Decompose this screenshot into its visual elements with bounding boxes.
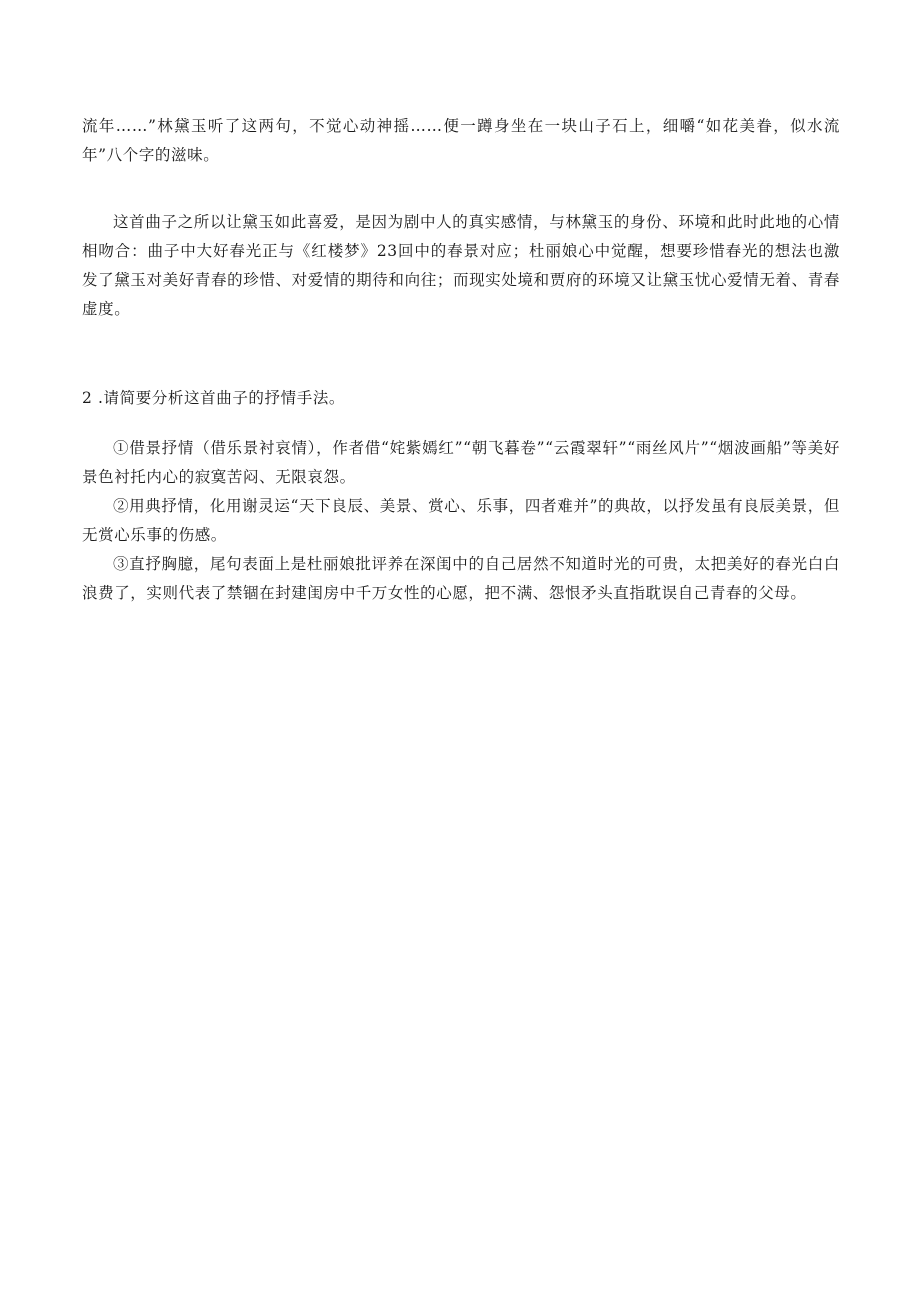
analysis-paragraph: 这首曲子之所以让黛玉如此喜爱，是因为剧中人的真实感情，与林黛玉的身份、环境和此时此地的心情相吻合：曲子中大好春光正与《红楼梦》23回中的春景对应；杜丽娘心中觉醒，想要珍惜春光的想法也激发了黛玉对美好青春的珍惜、对爱情的期待和向往；而现实处境和贾府的环境又让黛玉忧心爱情无着、青春虚度。 <box>82 213 840 318</box>
answer-list <box>82 434 840 608</box>
answer-item-3: ③直抒胸臆，尾句表面上是杜丽娘批评养在深闺中的自己居然不知道时光的可贵，太把美好的春光白白浪费了，实则代表了禁锢在封建闺房中千万女性的心愿，把不满、怨恨矛头直指耽误自己青春的父母。 <box>82 555 840 602</box>
quote-continuation-paragraph: 流年……”林黛玉听了这两句，不觉心动神摇……便一蹲身坐在一块山子石上，细嚼“如花美眷，似水流年”八个字的滋味。 <box>82 117 840 164</box>
question-2-heading: 2 .请简要分析这首曲子的抒情手法。 <box>82 389 346 407</box>
answer-item-1: ①借景抒情（借乐景衬哀情），作者借“姹紫嫣红”“朝飞暮卷”“云霞翠轩”“雨丝风片”“烟波画船”等美好景色衬托内心的寂寞苦闷、无限哀怨。 <box>82 439 840 486</box>
answer-item-2: ②用典抒情，化用谢灵运“天下良辰、美景、赏心、乐事，四者难并”的典故，以抒发虽有良辰美景，但无赏心乐事的伤感。 <box>82 497 840 544</box>
